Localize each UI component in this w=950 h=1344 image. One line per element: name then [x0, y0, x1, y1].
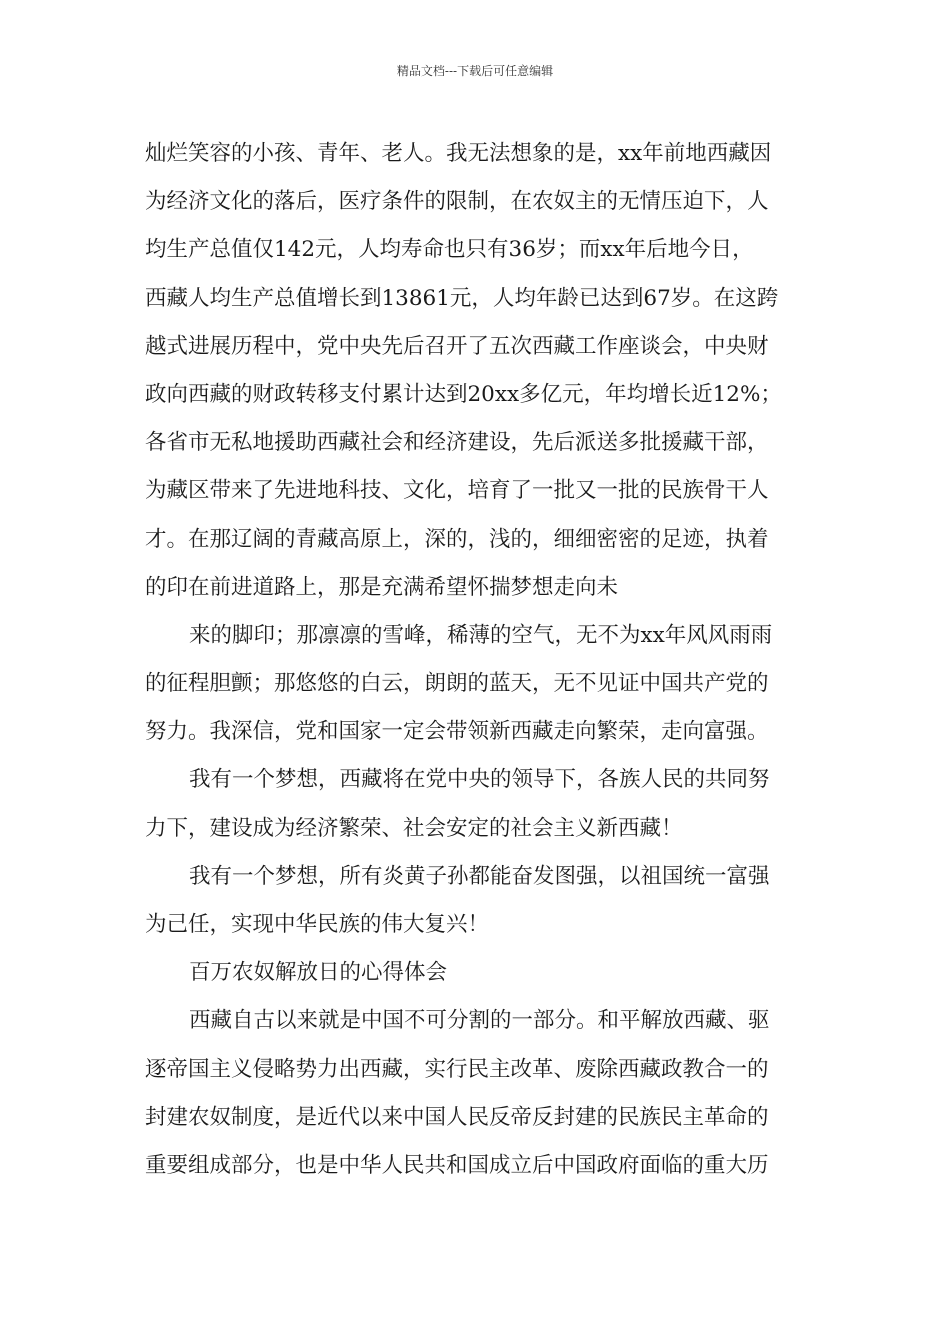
text-line: 重要组成部分，也是中华人民共和国成立后中国政府面临的重大历 — [145, 1152, 769, 1178]
text-line: 的印在前进道路上，那是充满希望怀揣梦想走向未 — [145, 574, 619, 600]
text-line: 越式进展历程中，党中央先后召开了五次西藏工作座谈会，中央财 — [145, 333, 769, 359]
text-line: 灿烂笑容的小孩、青年、老人。我无法想象的是，xx年前地西藏因 — [145, 141, 772, 166]
text-line: 我有一个梦想，所有炎黄子孙都能奋发图强，以祖国统一富强 — [189, 863, 770, 889]
section-heading: 百万农奴解放日的心得体会 — [189, 960, 448, 986]
text-line: 政向西藏的财政转移支付累计达到20xx多亿元，年均增长近12%； — [145, 381, 782, 407]
text-line: 西藏自古以来就是中国不可分割的一部分。和平解放西藏、驱 — [189, 1008, 770, 1034]
text-line: 均生产总值仅142元，人均寿命也只有36岁；而xx年后地今日， — [145, 237, 754, 263]
text-line: 努力。我深信，党和国家一定会带领新西藏走向繁荣，走向富强。 — [145, 719, 769, 745]
text-line: 我有一个梦想，西藏将在党中央的领导下，各族人民的共同努 — [189, 767, 770, 793]
document-body — [145, 130, 805, 1190]
text-line: 才。在那辽阔的青藏高原上，深的，浅的，细细密密的足迹，执着 — [145, 526, 769, 552]
text-line: 力下，建设成为经济繁荣、社会安定的社会主义新西藏！ — [145, 815, 683, 841]
text-line: 西藏人均生产总值增长到13861元，人均年龄已达到67岁。在这跨 — [145, 285, 779, 311]
text-line: 的征程胆颤；那悠悠的白云，朗朗的蓝天，无不见证中国共产党的 — [145, 671, 769, 697]
page-header: 精品文档---下载后可任意编辑 — [396, 64, 554, 78]
text-line: 逐帝国主义侵略势力出西藏，实行民主改革、废除西藏政教合一的 — [145, 1056, 769, 1082]
text-line: 来的脚印；那凛凛的雪峰，稀薄的空气，无不为xx年风风雨雨 — [189, 622, 773, 648]
text-line: 为经济文化的落后，医疗条件的限制，在农奴主的无情压迫下，人 — [145, 189, 769, 215]
text-line: 封建农奴制度，是近代以来中国人民反帝反封建的民族民主革命的 — [145, 1104, 769, 1130]
text-line: 为己任，实现中华民族的伟大复兴！ — [145, 912, 490, 937]
text-line: 各省市无私地援助西藏社会和经济建设，先后派送多批援藏干部， — [145, 430, 769, 456]
text-line: 为藏区带来了先进地科技、文化，培育了一批又一批的民族骨干人 — [145, 478, 769, 504]
